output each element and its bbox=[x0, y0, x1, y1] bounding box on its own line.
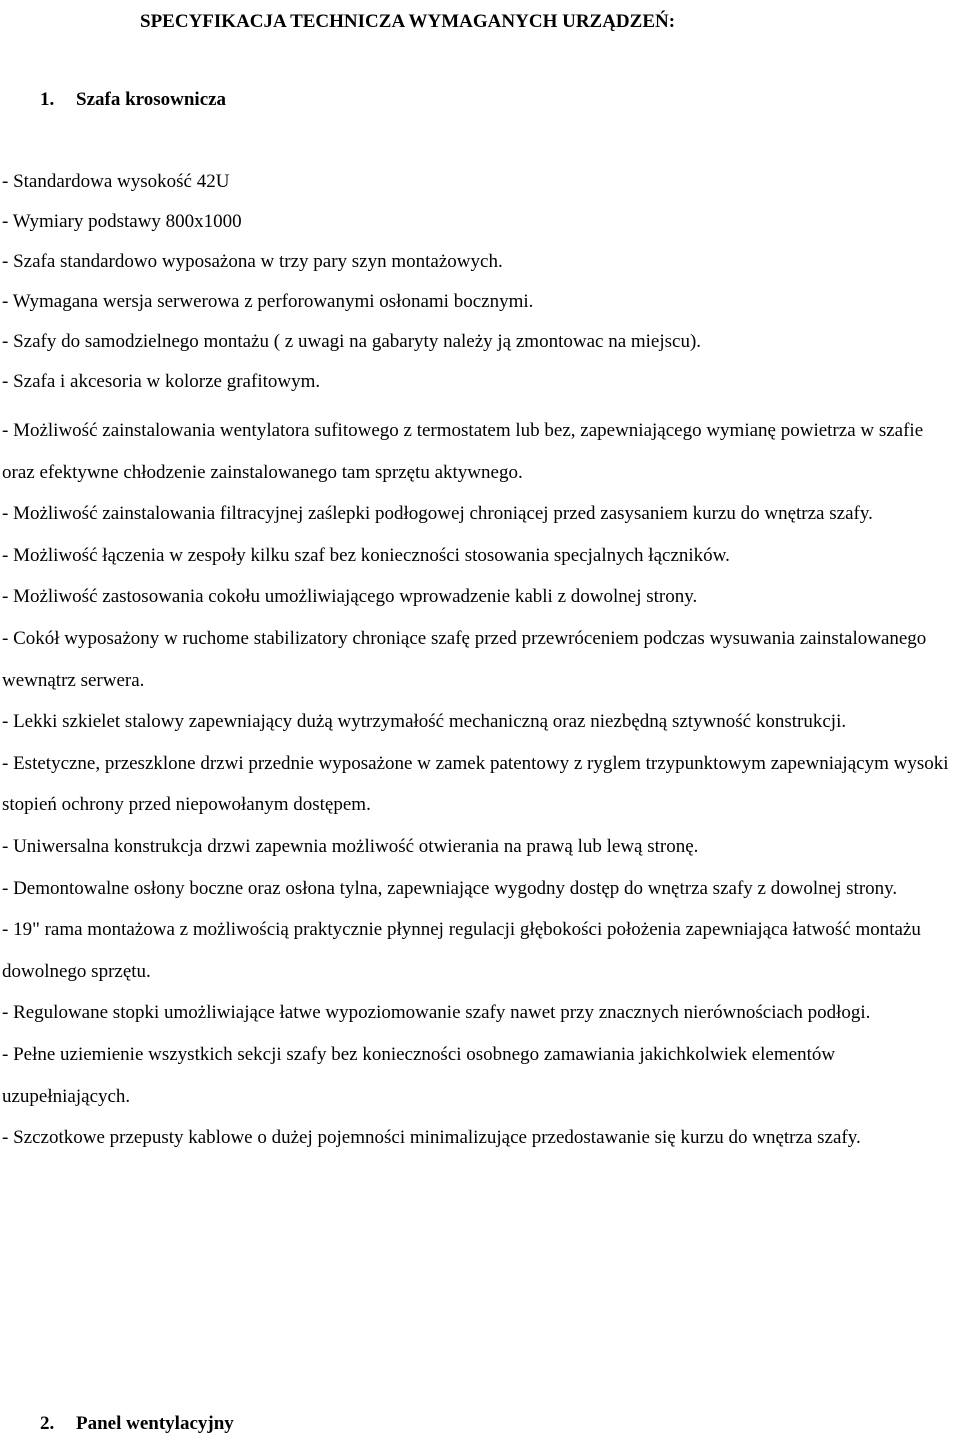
list-item: - Standardowa wysokość 42U bbox=[2, 171, 230, 192]
list-item: - Wymiary podstawy 800x1000 bbox=[2, 211, 242, 232]
list-item: - Wymagana wersja serwerowa z perforowanymi osłonami bocznymi. bbox=[2, 291, 534, 312]
list-item: - Szafa standardowo wyposażona w trzy pary szyn montażowych. bbox=[2, 251, 503, 272]
list-item: - Uniwersalna konstrukcja drzwi zapewnia możliwość otwierania na prawą lub lewą stronę. bbox=[2, 835, 699, 857]
list-item: - Szafy do samodzielnego montażu ( z uwagi na gabaryty należy ją zmontowac na miejscu). bbox=[2, 331, 702, 352]
spec-list bbox=[2, 410, 960, 1159]
list-item: - 19" rama montażowa z możliwością praktycznie płynnej regulacji głębokości położenia zapewniająca łatwość montażu dowolnego sprzętu. bbox=[2, 919, 921, 982]
list-item: - Możliwość zainstalowania wentylatora sufitowego z termostatem lub bez, zapewniającego wymianę powietrza w szafie oraz efektywne chłodzenie zainstalowanego tam sprzętu aktywnego. bbox=[2, 420, 924, 483]
list-item: - Regulowane stopki umożliwiające łatwe wypoziomowanie szafy nawet przy znacznych nierównościach podłogi. bbox=[2, 1002, 871, 1024]
list-item: - Możliwość zastosowania cokołu umożliwiającego wprowadzenie kabli z dowolnej strony. bbox=[2, 586, 698, 608]
section-title: Panel wentylacyjny bbox=[76, 1413, 234, 1434]
spec-list-short bbox=[2, 162, 960, 402]
section-title: Szafa krosownicza bbox=[76, 89, 227, 110]
document-title: SPECYFIKACJA TECHNICZA WYMAGANYCH URZĄDZEŃ: bbox=[140, 11, 676, 32]
list-item: - Cokół wyposażony w ruchome stabilizatory chroniące szafę przed przewróceniem podczas wysuwania zainstalowanego wewnątrz serwera. bbox=[2, 627, 927, 691]
list-item: - Szczotkowe przepusty kablowe o dużej pojemności minimalizujące przedostawanie się kurzu do wnętrza szafy. bbox=[2, 1127, 861, 1149]
list-item: - Szafa i akcesoria w kolorze grafitowym. bbox=[2, 371, 321, 392]
section-heading-2 bbox=[40, 1404, 234, 1444]
section-heading-1 bbox=[40, 80, 226, 120]
list-item: - Pełne uziemienie wszystkich sekcji szafy bez konieczności osobnego zamawiania jakichkolwiek elementów uzupełniających. bbox=[2, 1043, 836, 1107]
section-number: 1. bbox=[40, 89, 55, 110]
section-number: 2. bbox=[40, 1413, 55, 1434]
list-item: - Możliwość zainstalowania filtracyjnej zaślepki podłogowej chroniącej przed zasysaniem kurzu do wnętrza szafy. bbox=[2, 503, 873, 525]
list-item: - Lekki szkielet stalowy zapewniający dużą wytrzymałość mechaniczną oraz niezbędną sztywność konstrukcji. bbox=[2, 711, 847, 733]
list-item: - Estetyczne, przeszklone drzwi przednie wyposażone w zamek patentowy z ryglem trzypunktowym zapewniającym wysoki stopień ochrony przed niepowołanym dostępem. bbox=[2, 752, 949, 816]
list-item: - Możliwość łączenia w zespoły kilku szaf bez konieczności stosowania specjalnych łączników. bbox=[2, 544, 730, 566]
list-item: - Demontowalne osłony boczne oraz osłona tylna, zapewniające wygodny dostęp do wnętrza szafy z dowolnej strony. bbox=[2, 877, 898, 899]
